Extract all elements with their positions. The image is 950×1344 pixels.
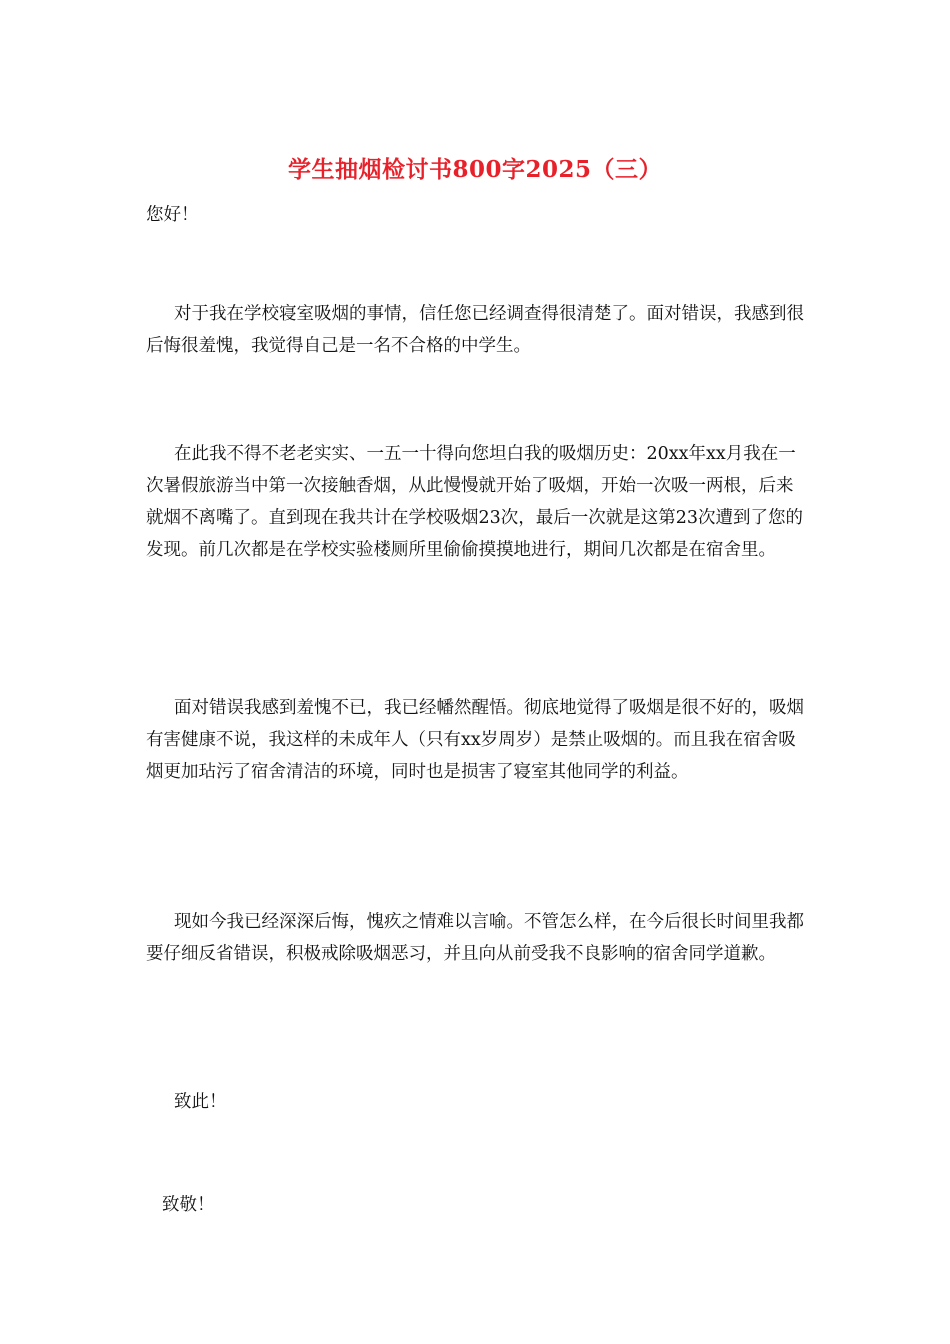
paragraph-4: 现如今我已经深深后悔，愧疚之情难以言喻。不管怎么样，在今后很长时间里我都要仔细反省错误，积极戒除吸烟恶习，并且向从前受我不良影响的宿舍同学道歉。 [146,912,804,964]
paragraph-3: 面对错误我感到羞愧不已，我已经幡然醒悟。彻底地觉得了吸烟是很不好的，吸烟有害健康不说，我这样的未成年人（只有xx岁周岁）是禁止吸烟的。而且我在宿舍吸烟更加玷污了宿舍清洁的环境，同时也是损害了寝室其他同学的利益。 [146,698,804,782]
paragraph-2: 在此我不得不老老实实、一五一十得向您坦白我的吸烟历史：20xx年xx月我在一次暑假旅游当中第一次接触香烟，从此慢慢就开始了吸烟，开始一次吸一两根，后来就烟不离嘴了。直到现在我共计在学校吸烟23次，最后一次就是这第23次遭到了您的发现。前几次都是在学校实验楼厕所里偷偷摸摸地进行，期间几次都是在宿舍里。 [146,444,804,560]
closing-line-2: 致敬！ [162,1195,215,1215]
greeting: 您好！ [146,205,199,225]
document-title: 学生抽烟检讨书800字2025（三） [287,156,663,183]
closing-line-1: 致此！ [174,1092,227,1112]
paragraph-1: 对于我在学校寝室吸烟的事情，信任您已经调查得很清楚了。面对错误，我感到很后悔很羞愧，我觉得自己是一名不合格的中学生。 [146,304,804,356]
